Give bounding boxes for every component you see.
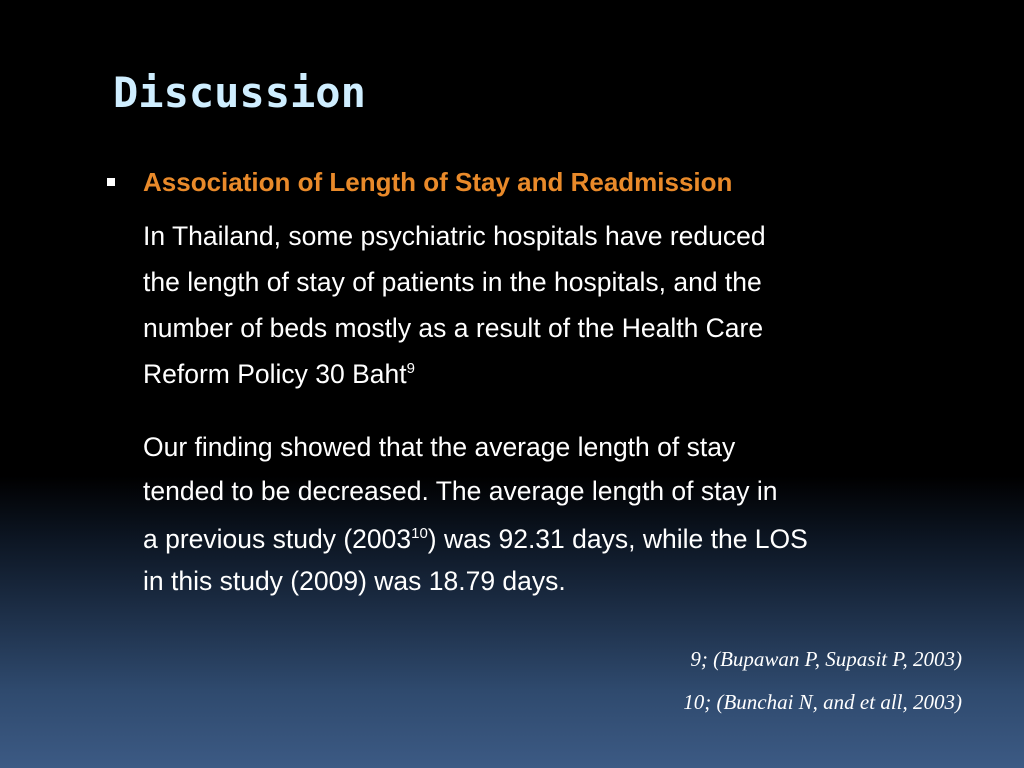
reference-citation: 9; (Bupawan P, Supasit P, 2003) [690, 647, 962, 671]
reference-citation: 10; (Bunchai N, and et all, 2003) [683, 690, 962, 714]
bullet-heading: Association of Length of Stay and Readmission [143, 167, 733, 197]
paragraph-line [143, 516, 993, 560]
footnote-mark: 10 [411, 525, 428, 542]
paragraph-finding [143, 428, 993, 604]
paragraph-line-text: ) was 92.31 days, while the LOS [427, 524, 808, 554]
paragraph-line: tended to be decreased. The average length of stay in [143, 476, 778, 506]
paragraph-line-text: Reform Policy 30 Baht [143, 359, 407, 389]
paragraph-line-text: a previous study (2003 [143, 524, 412, 554]
paragraph-thailand-policy [143, 213, 993, 397]
slide-title: Discussion [113, 68, 366, 117]
paragraph-line [143, 351, 993, 397]
paragraph-line: the length of stay of patients in the hospitals, and the [143, 267, 762, 297]
paragraph-line: in this study (2009) was 18.79 days. [143, 566, 566, 596]
paragraph-line: number of beds mostly as a result of the Health Care [143, 313, 764, 343]
square-bullet-icon [107, 178, 115, 186]
paragraph-line: Our finding showed that the average length of stay [143, 432, 736, 462]
paragraph-line: In Thailand, some psychiatric hospitals have reduced [143, 221, 766, 251]
footnote-mark: 9 [406, 360, 415, 377]
